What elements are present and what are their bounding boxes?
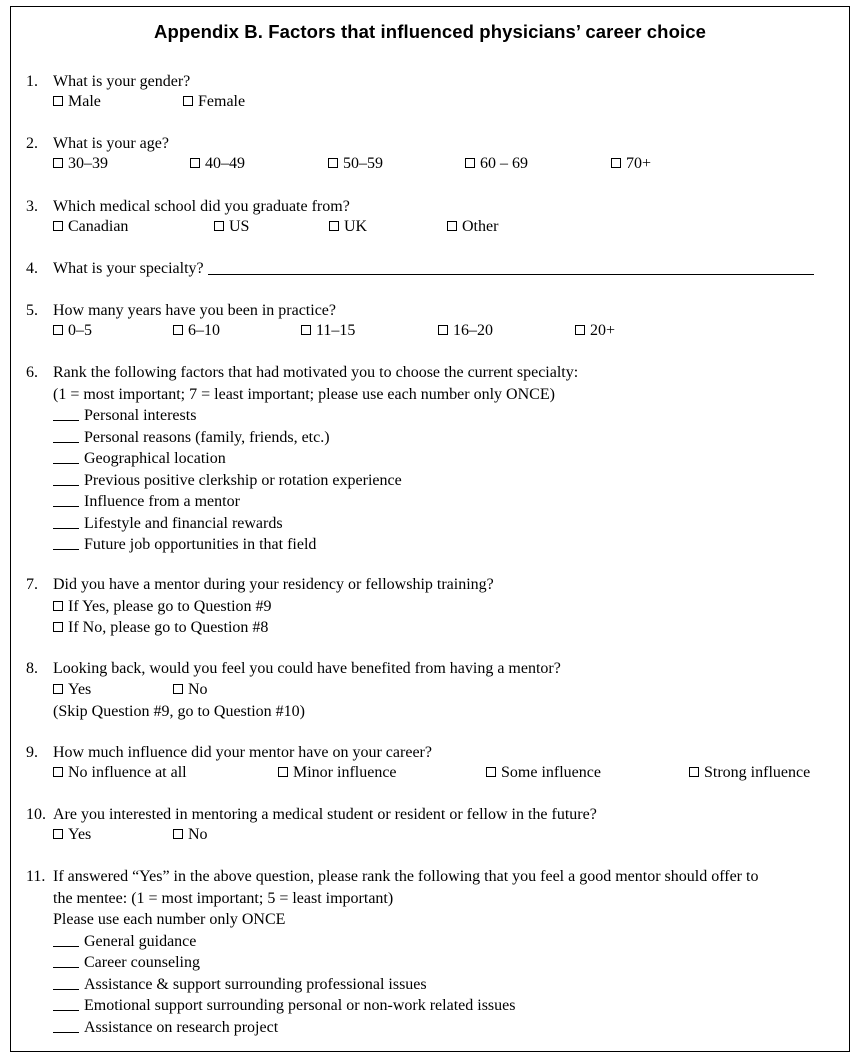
option-age-40-49[interactable]: 40–49 bbox=[190, 155, 245, 173]
checkbox-icon[interactable] bbox=[53, 96, 63, 106]
rank-item[interactable]: Previous positive clerkship or rotation experience bbox=[26, 470, 578, 492]
option-canadian[interactable]: Canadian bbox=[53, 218, 128, 236]
question-number: 10. bbox=[26, 806, 46, 823]
checkbox-icon[interactable] bbox=[53, 622, 63, 632]
checkbox-icon[interactable] bbox=[486, 767, 496, 777]
checkbox-icon[interactable] bbox=[173, 829, 183, 839]
question-text: Looking back, would you feel you could have benefited from having a mentor? bbox=[53, 660, 561, 677]
question-note: (1 = most important; 7 = least important; please use each number only ONCE) bbox=[53, 385, 555, 403]
specialty-input-line[interactable] bbox=[208, 260, 814, 275]
option-some-influence[interactable]: Some influence bbox=[486, 764, 601, 782]
question-number: 9. bbox=[26, 744, 38, 761]
question-note: Please use each number only ONCE bbox=[53, 911, 286, 928]
question-11 bbox=[26, 866, 758, 1038]
option-age-30-39[interactable]: 30–39 bbox=[53, 155, 108, 173]
rank-item[interactable]: Lifestyle and financial rewards bbox=[26, 513, 578, 535]
question-number: 8. bbox=[26, 660, 38, 677]
rank-item[interactable]: Emotional support surrounding personal or non-work related issues bbox=[26, 995, 758, 1017]
option-uk[interactable]: UK bbox=[329, 218, 367, 236]
question-text: What is your gender? bbox=[53, 73, 191, 90]
question-text: How much influence did your mentor have on your career? bbox=[53, 744, 432, 761]
question-9 bbox=[26, 742, 432, 764]
option-age-50-59[interactable]: 50–59 bbox=[328, 155, 383, 173]
question-text: Rank the following factors that had motivated you to choose the current specialty: bbox=[53, 364, 579, 381]
question-text: Which medical school did you graduate from? bbox=[53, 198, 350, 215]
option-male[interactable]: Male bbox=[53, 93, 101, 111]
option-minor-influence[interactable]: Minor influence bbox=[278, 764, 397, 782]
checkbox-icon[interactable] bbox=[190, 158, 200, 168]
option-age-70-plus[interactable]: 70+ bbox=[611, 155, 651, 173]
checkbox-icon[interactable] bbox=[53, 221, 63, 231]
checkbox-icon[interactable] bbox=[53, 158, 63, 168]
rank-blank[interactable] bbox=[53, 976, 79, 990]
option-age-60-69[interactable]: 60 – 69 bbox=[465, 155, 528, 173]
option-interest-no[interactable]: No bbox=[173, 826, 208, 844]
checkbox-icon[interactable] bbox=[465, 158, 475, 168]
question-5 bbox=[26, 300, 336, 322]
question-number: 2. bbox=[26, 135, 38, 152]
rank-blank[interactable] bbox=[53, 933, 79, 947]
checkbox-icon[interactable] bbox=[328, 158, 338, 168]
checkbox-icon[interactable] bbox=[53, 325, 63, 335]
question-2 bbox=[26, 133, 169, 155]
option-years-16-20[interactable]: 16–20 bbox=[438, 322, 493, 340]
rank-blank[interactable] bbox=[53, 1019, 79, 1033]
checkbox-icon[interactable] bbox=[214, 221, 224, 231]
rank-item[interactable]: General guidance bbox=[26, 931, 758, 953]
question-number: 4. bbox=[26, 260, 38, 277]
rank-item[interactable]: Assistance on research project bbox=[26, 1017, 758, 1039]
page-title: Appendix B. Factors that influenced physicians’ career choice bbox=[153, 21, 706, 42]
option-mentor-no[interactable]: If No, please go to Question #8 bbox=[26, 617, 494, 639]
rank-item[interactable]: Personal reasons (family, friends, etc.) bbox=[26, 427, 578, 449]
rank-blank[interactable] bbox=[53, 536, 79, 550]
checkbox-icon[interactable] bbox=[301, 325, 311, 335]
rank-blank[interactable] bbox=[53, 493, 79, 507]
checkbox-icon[interactable] bbox=[329, 221, 339, 231]
option-us[interactable]: US bbox=[214, 218, 249, 236]
question-3 bbox=[26, 196, 350, 218]
checkbox-icon[interactable] bbox=[183, 96, 193, 106]
option-years-6-10[interactable]: 6–10 bbox=[173, 322, 220, 340]
checkbox-icon[interactable] bbox=[575, 325, 585, 335]
rank-blank[interactable] bbox=[53, 450, 79, 464]
question-note: (Skip Question #9, go to Question #10) bbox=[53, 703, 305, 720]
question-1 bbox=[26, 71, 190, 93]
question-number: 1. bbox=[26, 73, 38, 90]
checkbox-icon[interactable] bbox=[53, 829, 63, 839]
option-other[interactable]: Other bbox=[447, 218, 498, 236]
checkbox-icon[interactable] bbox=[53, 684, 63, 694]
question-text: Did you have a mentor during your residency or fellowship training? bbox=[53, 576, 494, 593]
option-years-20-plus[interactable]: 20+ bbox=[575, 322, 615, 340]
option-mentor-yes[interactable]: If Yes, please go to Question #9 bbox=[26, 596, 494, 618]
question-text: Are you interested in mentoring a medical student or resident or fellow in the future? bbox=[53, 806, 597, 823]
rank-blank[interactable] bbox=[53, 515, 79, 529]
rank-blank[interactable] bbox=[53, 407, 79, 421]
question-number: 3. bbox=[26, 198, 38, 215]
option-years-0-5[interactable]: 0–5 bbox=[53, 322, 92, 340]
option-benefit-no[interactable]: No bbox=[173, 681, 208, 699]
question-number: 5. bbox=[26, 302, 38, 319]
option-no-influence[interactable]: No influence at all bbox=[53, 764, 187, 782]
checkbox-icon[interactable] bbox=[438, 325, 448, 335]
option-interest-yes[interactable]: Yes bbox=[53, 826, 91, 844]
question-text-continued: the mentee: (1 = most important; 5 = least important) bbox=[53, 889, 394, 907]
rank-blank[interactable] bbox=[53, 997, 79, 1011]
question-text: What is your specialty? bbox=[53, 260, 204, 277]
option-female[interactable]: Female bbox=[183, 93, 245, 111]
checkbox-icon[interactable] bbox=[53, 767, 63, 777]
option-strong-influence[interactable]: Strong influence bbox=[689, 764, 810, 782]
rank-item[interactable]: Future job opportunities in that field bbox=[26, 534, 578, 556]
rank-blank[interactable] bbox=[53, 954, 79, 968]
rank-item[interactable]: Geographical location bbox=[26, 448, 578, 470]
question-number: 7. bbox=[26, 576, 38, 593]
checkbox-icon[interactable] bbox=[173, 684, 183, 694]
checkbox-icon[interactable] bbox=[689, 767, 699, 777]
rank-item[interactable]: Career counseling bbox=[26, 952, 758, 974]
checkbox-icon[interactable] bbox=[173, 325, 183, 335]
question-text: What is your age? bbox=[53, 135, 169, 152]
option-years-11-15[interactable]: 11–15 bbox=[301, 322, 355, 340]
checkbox-icon[interactable] bbox=[278, 767, 288, 777]
rank-item[interactable]: Assistance & support surrounding professional issues bbox=[26, 974, 758, 996]
rank-item[interactable]: Personal interests bbox=[26, 405, 578, 427]
checkbox-icon[interactable] bbox=[447, 221, 457, 231]
question-number: 11. bbox=[26, 868, 46, 885]
question-number: 6. bbox=[26, 364, 38, 381]
rank-blank[interactable] bbox=[53, 472, 79, 486]
checkbox-icon[interactable] bbox=[53, 601, 63, 611]
checkbox-icon[interactable] bbox=[611, 158, 621, 168]
question-text: If answered “Yes” in the above question, please rank the following that you feel a good mentor should offer to bbox=[53, 868, 759, 885]
rank-blank[interactable] bbox=[53, 429, 79, 443]
option-benefit-yes[interactable]: Yes bbox=[53, 681, 91, 699]
question-6 bbox=[26, 362, 578, 556]
rank-item[interactable]: Influence from a mentor bbox=[26, 491, 578, 513]
question-4 bbox=[26, 258, 814, 280]
question-text: How many years have you been in practice? bbox=[53, 302, 336, 319]
question-7 bbox=[26, 574, 494, 639]
question-10 bbox=[26, 804, 597, 826]
question-8 bbox=[26, 658, 561, 723]
